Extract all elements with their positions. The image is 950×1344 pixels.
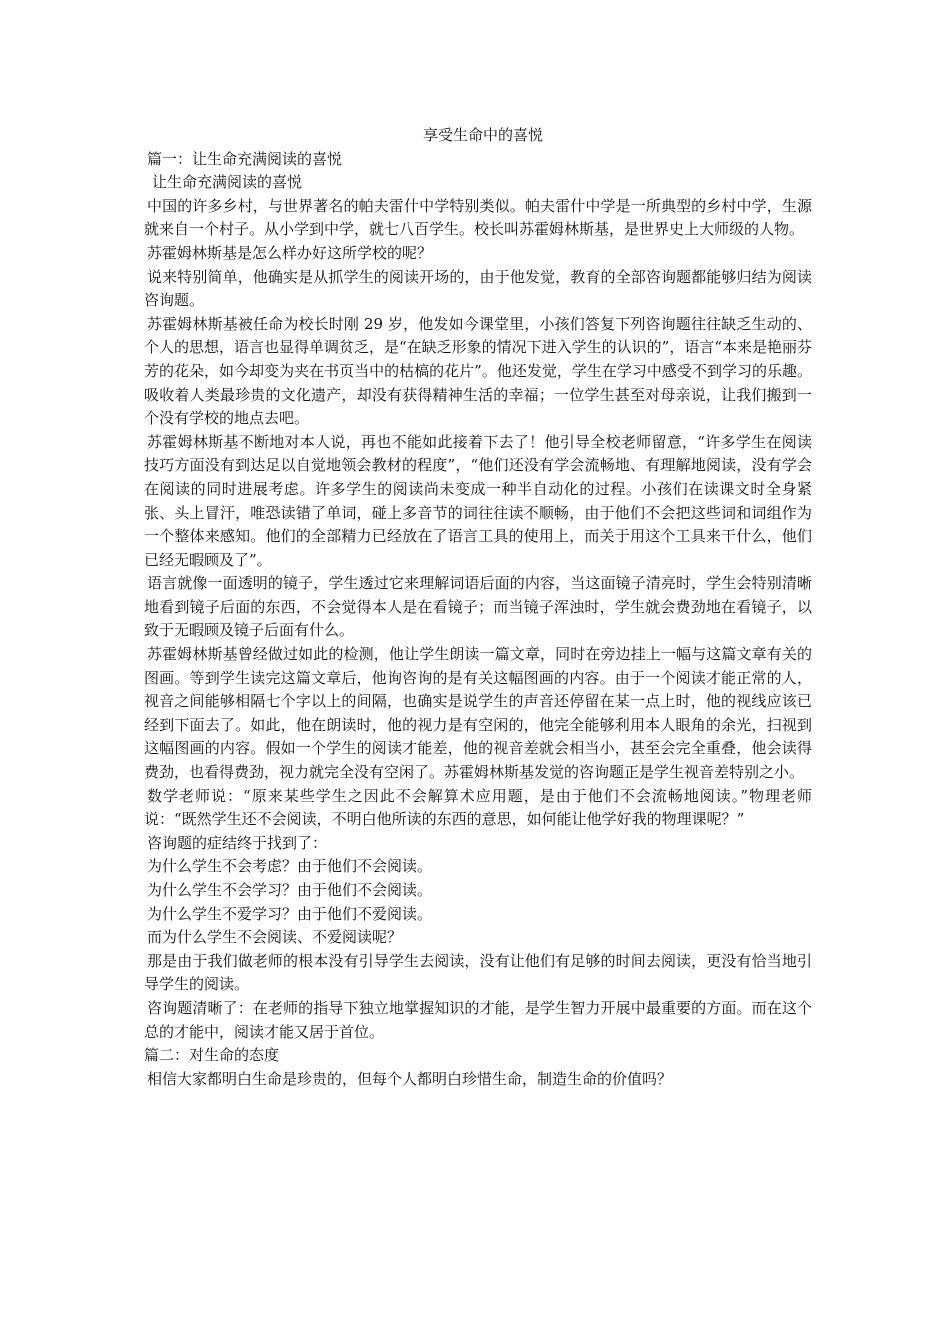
paragraph: 那是由于我们做老师的根本没有引导学生去阅读，没有让他们有足够的时间去阅读，更没有恰当地引导学生的阅读。	[144, 951, 812, 994]
paragraph: 苏霍姆林斯基不断地对本人说，再也不能如此接着下去了！他引导全校老师留意，“许多学生在阅读技巧方面没有到达足以自觉地领会教材的程度”，“他们还没有学会流畅地、有理解地阅读，没有学会在阅读的同时进展考虑。许多学生的阅读尚未变成一种半自动化的过程。小孩们在读课文时全身紧张、头上冒汗，唯恐读错了单词，碰上多音节的词往往读不顺畅，由于他们不会把这些词和词组作为一个整体来感知。他们的全部精力已经放在了语言工具的使用上，而关于用这个工具来干什么，他们已经无暇顾及了”。	[144, 432, 812, 569]
paragraph: 苏霍姆林斯基是怎么样办好这所学校的呢？	[147, 243, 433, 262]
paragraph: 而为什么学生不会阅读、不爱阅读呢？	[147, 928, 403, 947]
paragraph: 咨询题清晰了：在老师的指导下独立地掌握知识的才能，是学生智力开展中最重要的方面。而在这个总的才能中，阅读才能又居于首位。	[144, 998, 812, 1041]
paragraph: 苏霍姆林斯基被任命为校长时刚 29 岁，他发如今课堂里，小孩们答复下列咨询题往往缺乏生动的、个人的思想，语言也显得单调贫乏，是“在缺乏形象的情况下进入学生的认识的”，语言“本来是艳丽芬芳的花朵，如今却变为夹在书页当中的枯槁的花片”。他还发觉，学生在学习中感受不到学习的乐趣。吸收着人类最珍贵的文化遗产，却没有获得精神生活的幸福；一位学生甚至对母亲说，让我们搬到一个没有学校的地点去吧。	[144, 314, 813, 428]
section-heading-1: 篇一：让生命充满阅读的喜悦	[147, 149, 343, 168]
paragraph: 中国的许多乡村，与世界著名的帕夫雷什中学特别类似。帕夫雷什中学是一所典型的乡村中学，生源就来自一个村子。从小学到中学，就七八百学生。校长叫苏霍姆林斯基，是世界史上大师级的人物。	[144, 196, 812, 239]
paragraph: 说来特别简单，他确实是从抓学生的阅读开场的，由于他发觉，教育的全部咨询题都能够归结为阅读咨询题。	[144, 267, 812, 310]
paragraph: 相信大家都明白生命是珍贵的，但每个人都明白珍惜生命，制造生命的价值吗？	[147, 1069, 673, 1088]
section-heading-2: 篇二：对生命的态度	[144, 1046, 280, 1065]
paragraph: 为什么学生不会考虑？由于他们不会阅读。	[147, 857, 433, 876]
article-heading: 让生命充满阅读的喜悦	[152, 173, 303, 192]
paragraph: 咨询题的症结终于找到了：	[147, 833, 328, 852]
paragraph: 为什么学生不爱学习？由于他们不爱阅读。	[147, 904, 433, 923]
document-page	[144, 124, 812, 1091]
document-title: 享受生命中的喜悦	[422, 126, 543, 144]
paragraph: 数学老师说：“原来某些学生之因此不会解算术应用题，是由于他们不会流畅地阅读。”物理老师说：“既然学生还不会阅读，不明白他所读的东西的意思，如何能让他学好我的物理课呢？”	[144, 786, 812, 829]
paragraph: 为什么学生不会学习？由于他们不会阅读。	[147, 881, 433, 899]
paragraph: 语言就像一面透明的镜子，学生透过它来理解词语后面的内容，当这面镜子清亮时，学生会特别清晰地看到镜子后面的东西，不会觉得本人是在看镜子；而当镜子浑浊时，学生就会费劲地在看镜子，以致于无暇顾及镜子后面有什么。	[144, 574, 812, 640]
paragraph: 苏霍姆林斯基曾经做过如此的检测，他让学生朗读一篇文章，同时在旁边挂上一幅与这篇文章有关的图画。等到学生读完这篇文章后，他询咨询的是有关这幅图画的内容。由于一个阅读才能正常的人，视音之间能够相隔七个字以上的间隔，也确实是说学生的声音还停留在某一点上时，他的视线应该已经到下面去了。如此，他在朗读时，他的视力是有空闲的，他完全能够利用本人眼角的余光，扫视到这幅图画的内容。假如一个学生的阅读才能差，他的视音差就会相当小，甚至会完全重叠，他会读得费劲，也看得费劲，视力就完全没有空闲了。苏霍姆林斯基发觉的咨询题正是学生视音差特别之小。	[144, 645, 812, 782]
